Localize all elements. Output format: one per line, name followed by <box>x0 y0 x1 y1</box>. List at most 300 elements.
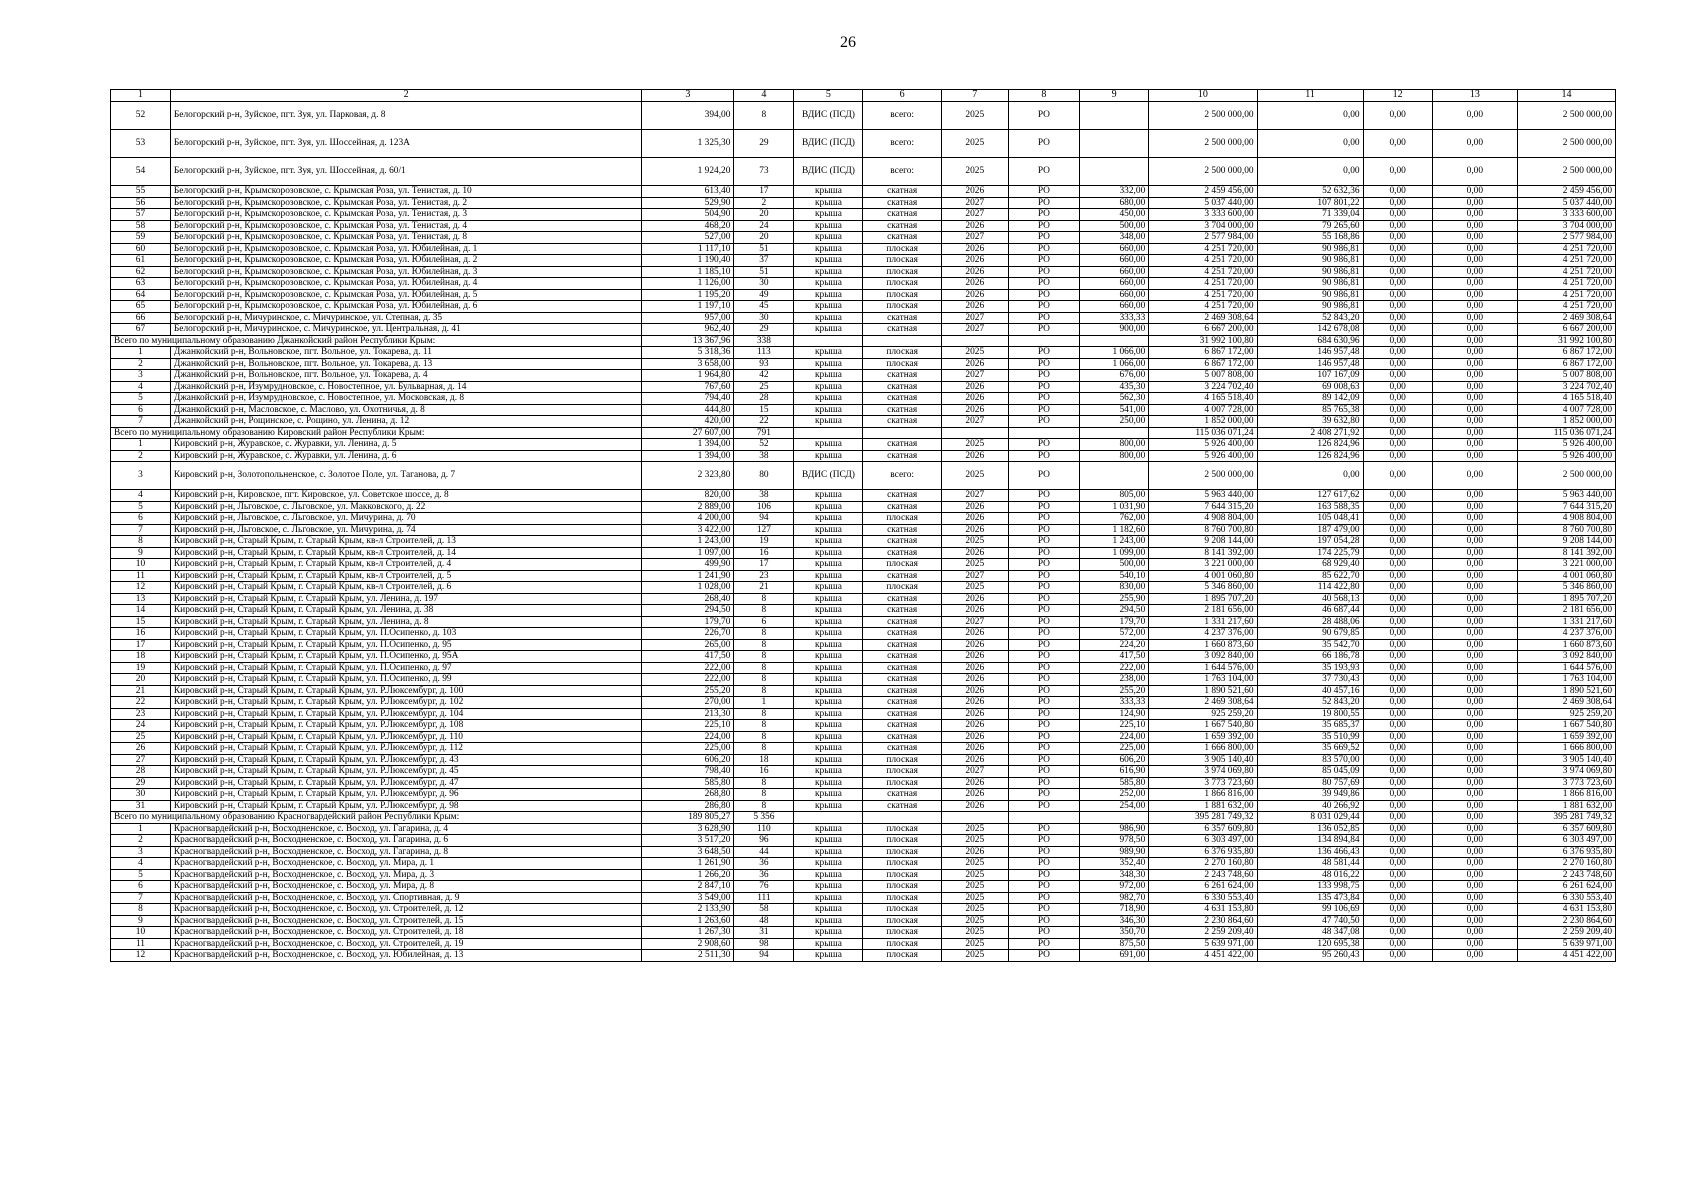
total-volume <box>1080 335 1149 347</box>
cost-final-cell: 2 230 864,60 <box>1517 915 1615 927</box>
row-number-cell: 29 <box>111 777 171 789</box>
volume-cell: 660,00 <box>1080 255 1149 267</box>
roof-type-cell: плоская <box>863 754 941 766</box>
roof-type-cell: скатная <box>863 312 941 324</box>
fund-local-cell: 0,00 <box>1432 743 1517 755</box>
column-number: 9 <box>1080 90 1149 102</box>
fund-local-cell: 0,00 <box>1432 869 1517 881</box>
method-cell: РО <box>1008 938 1079 950</box>
roof-type-cell: скатная <box>863 490 941 502</box>
volume-cell: 572,00 <box>1080 628 1149 640</box>
address-cell: Белогорский р-н, Крымскорозовское, с. Крымская Роза, ул. Тенистая, д. 2 <box>170 197 641 209</box>
fund-regional-cell: 0,00 <box>1363 904 1432 916</box>
year-cell: 2025 <box>941 158 1008 186</box>
total-area: 189 805,27 <box>642 812 734 824</box>
cost-final-cell: 4 908 804,00 <box>1517 513 1615 525</box>
cost-final-cell: 6 303 497,00 <box>1517 835 1615 847</box>
volume-cell: 691,00 <box>1080 950 1149 962</box>
residents-cell: 28 <box>734 393 794 405</box>
address-cell: Красногвардейский р-н, Восходненское, с. Восход, ул. Строителей, д. 19 <box>170 938 641 950</box>
cost-total-cell: 6 330 553,40 <box>1149 892 1257 904</box>
residents-cell: 73 <box>734 158 794 186</box>
cost-total-cell: 3 224 702,40 <box>1149 381 1257 393</box>
cost-per-unit-cell: 89 142,09 <box>1257 393 1363 405</box>
method-cell: РО <box>1008 347 1079 359</box>
roof-type-cell: скатная <box>863 789 941 801</box>
area-cell: 2 323,80 <box>642 462 734 490</box>
year-cell: 2026 <box>941 255 1008 267</box>
work-type-cell: крыша <box>794 800 863 812</box>
roof-type-cell: скатная <box>863 381 941 393</box>
district-total-label: Всего по муниципальному образованию Кировский район Республики Крым: <box>111 427 642 439</box>
method-cell: РО <box>1008 501 1079 513</box>
year-cell: 2025 <box>941 869 1008 881</box>
address-cell: Белогорский р-н, Мичуринское, с. Мичуринское, ул. Степная, д. 35 <box>170 312 641 324</box>
total-cost-per-unit: 2 408 271,92 <box>1257 427 1363 439</box>
address-cell: Кировский р-н, Старый Крым, г. Старый Крым, кв-л Строителей, д. 5 <box>170 570 641 582</box>
fund-regional-cell: 0,00 <box>1363 501 1432 513</box>
method-cell: РО <box>1008 209 1079 221</box>
year-cell: 2026 <box>941 708 1008 720</box>
fund-regional-cell: 0,00 <box>1363 789 1432 801</box>
area-cell: 179,70 <box>642 616 734 628</box>
year-cell: 2027 <box>941 416 1008 428</box>
work-type-cell: крыша <box>794 835 863 847</box>
row-number-cell: 1 <box>111 439 171 451</box>
cost-final-cell: 6 867 172,00 <box>1517 347 1615 359</box>
work-type-cell: крыша <box>794 536 863 548</box>
volume-cell: 124,90 <box>1080 708 1149 720</box>
area-cell: 444,80 <box>642 404 734 416</box>
cost-per-unit-cell: 105 048,41 <box>1257 513 1363 525</box>
roof-type-cell: скатная <box>863 536 941 548</box>
work-type-cell: крыша <box>794 593 863 605</box>
year-cell: 2025 <box>941 823 1008 835</box>
residents-cell: 36 <box>734 869 794 881</box>
fund-regional-cell: 0,00 <box>1363 570 1432 582</box>
roof-type-cell: скатная <box>863 524 941 536</box>
area-cell: 2 908,60 <box>642 938 734 950</box>
residents-cell: 8 <box>734 605 794 617</box>
cost-total-cell: 4 001 060,80 <box>1149 570 1257 582</box>
year-cell: 2025 <box>941 938 1008 950</box>
work-type-cell: крыша <box>794 381 863 393</box>
address-cell: Красногвардейский р-н, Восходненское, с. Восход, ул. Строителей, д. 15 <box>170 915 641 927</box>
total-cost-final: 115 036 071,24 <box>1517 427 1615 439</box>
fund-local-cell: 0,00 <box>1432 220 1517 232</box>
work-type-cell: крыша <box>794 639 863 651</box>
cost-per-unit-cell: 146 957,48 <box>1257 358 1363 370</box>
residents-cell: 110 <box>734 823 794 835</box>
fund-local-cell: 0,00 <box>1432 570 1517 582</box>
method-cell: РО <box>1008 301 1079 313</box>
method-cell: РО <box>1008 950 1079 962</box>
year-cell: 2027 <box>941 490 1008 502</box>
fund-local-cell: 0,00 <box>1432 766 1517 778</box>
method-cell: РО <box>1008 536 1079 548</box>
year-cell: 2027 <box>941 312 1008 324</box>
row-number-cell: 7 <box>111 892 171 904</box>
roof-type-cell: всего: <box>863 130 941 158</box>
fund-regional-cell: 0,00 <box>1363 347 1432 359</box>
cost-total-cell: 5 346 860,00 <box>1149 582 1257 594</box>
roof-type-cell: плоская <box>863 904 941 916</box>
fund-regional-cell: 0,00 <box>1363 708 1432 720</box>
total-year <box>941 812 1008 824</box>
address-cell: Кировский р-н, Старый Крым, г. Старый Крым, ул. Р.Люксембург, д. 47 <box>170 777 641 789</box>
roof-type-cell: скатная <box>863 404 941 416</box>
fund-local-cell: 0,00 <box>1432 731 1517 743</box>
roof-type-cell: плоская <box>863 869 941 881</box>
cost-per-unit-cell: 163 588,35 <box>1257 501 1363 513</box>
cost-total-cell: 8 141 392,00 <box>1149 547 1257 559</box>
year-cell: 2026 <box>941 381 1008 393</box>
method-cell: РО <box>1008 927 1079 939</box>
cost-final-cell: 4 237 376,00 <box>1517 628 1615 640</box>
residents-cell: 113 <box>734 347 794 359</box>
row-number-cell: 67 <box>111 324 171 336</box>
table-row <box>111 823 1616 835</box>
row-number-cell: 16 <box>111 628 171 640</box>
cost-final-cell: 5 037 440,00 <box>1517 197 1615 209</box>
cost-final-cell: 3 905 140,40 <box>1517 754 1615 766</box>
fund-regional-cell: 0,00 <box>1363 651 1432 663</box>
work-type-cell: крыша <box>794 915 863 927</box>
cost-final-cell: 1 890 521,60 <box>1517 685 1615 697</box>
total-area: 27 607,00 <box>642 427 734 439</box>
cost-final-cell: 3 974 069,80 <box>1517 766 1615 778</box>
table-row <box>111 950 1616 962</box>
cost-per-unit-cell: 37 730,43 <box>1257 674 1363 686</box>
cost-total-cell: 2 500 000,00 <box>1149 130 1257 158</box>
fund-regional-cell: 0,00 <box>1363 404 1432 416</box>
address-cell: Джанкойский р-н, Изумрудновское, с. Новостепное, ул. Московская, д. 8 <box>170 393 641 405</box>
area-cell: 1 394,00 <box>642 450 734 462</box>
address-cell: Кировский р-н, Золотопольненское, с. Золотое Поле, ул. Таганова, д. 7 <box>170 462 641 490</box>
address-cell: Белогорский р-н, Крымскорозовское, с. Крымская Роза, ул. Тенистая, д. 3 <box>170 209 641 221</box>
fund-local-cell: 0,00 <box>1432 685 1517 697</box>
volume-cell: 989,90 <box>1080 846 1149 858</box>
table-row <box>111 743 1616 755</box>
total-fund-local: 0,00 <box>1432 427 1517 439</box>
total-fund-regional: 0,00 <box>1363 335 1432 347</box>
cost-total-cell: 2 243 748,60 <box>1149 869 1257 881</box>
fund-regional-cell: 0,00 <box>1363 186 1432 198</box>
residents-cell: 23 <box>734 570 794 582</box>
cost-per-unit-cell: 71 339,04 <box>1257 209 1363 221</box>
cost-total-cell: 5 926 400,00 <box>1149 439 1257 451</box>
row-number-cell: 28 <box>111 766 171 778</box>
fund-local-cell: 0,00 <box>1432 651 1517 663</box>
row-number-cell: 21 <box>111 685 171 697</box>
cost-final-cell: 1 644 576,00 <box>1517 662 1615 674</box>
table-row <box>111 570 1616 582</box>
method-cell: РО <box>1008 915 1079 927</box>
cost-final-cell: 5 007 808,00 <box>1517 370 1615 382</box>
work-type-cell: крыша <box>794 720 863 732</box>
table-row <box>111 324 1616 336</box>
volume-cell: 346,30 <box>1080 915 1149 927</box>
fund-regional-cell: 0,00 <box>1363 158 1432 186</box>
method-cell: РО <box>1008 450 1079 462</box>
cost-final-cell: 6 867 172,00 <box>1517 358 1615 370</box>
volume-cell: 972,00 <box>1080 881 1149 893</box>
year-cell: 2025 <box>941 881 1008 893</box>
cost-final-cell: 6 376 935,80 <box>1517 846 1615 858</box>
address-cell: Кировский р-н, Старый Крым, г. Старый Крым, ул. Р.Люксембург, д. 100 <box>170 685 641 697</box>
district-total-label: Всего по муниципальному образованию Джанкойский район Республики Крым: <box>111 335 642 347</box>
roof-type-cell: скатная <box>863 800 941 812</box>
total-year <box>941 427 1008 439</box>
address-cell: Кировский р-н, Журавское, с. Журавки, ул. Ленина, д. 6 <box>170 450 641 462</box>
year-cell: 2025 <box>941 130 1008 158</box>
cost-total-cell: 3 221 000,00 <box>1149 559 1257 571</box>
volume-cell: 450,00 <box>1080 209 1149 221</box>
volume-cell: 294,50 <box>1080 605 1149 617</box>
work-type-cell: крыша <box>794 209 863 221</box>
address-cell: Красногвардейский р-н, Восходненское, с. Восход, ул. Строителей, д. 18 <box>170 927 641 939</box>
column-number-row <box>111 90 1616 102</box>
area-cell: 606,20 <box>642 754 734 766</box>
address-cell: Белогорский р-н, Крымскорозовское, с. Крымская Роза, ул. Юбилейная, д. 1 <box>170 243 641 255</box>
total-cost-final: 395 281 749,32 <box>1517 812 1615 824</box>
volume-cell: 252,00 <box>1080 789 1149 801</box>
residents-cell: 8 <box>734 777 794 789</box>
cost-per-unit-cell: 126 824,96 <box>1257 450 1363 462</box>
volume-cell: 255,20 <box>1080 685 1149 697</box>
method-cell: РО <box>1008 766 1079 778</box>
cost-per-unit-cell: 133 998,75 <box>1257 881 1363 893</box>
area-cell: 268,80 <box>642 789 734 801</box>
volume-cell: 830,00 <box>1080 582 1149 594</box>
cost-total-cell: 5 639 971,00 <box>1149 938 1257 950</box>
column-number: 11 <box>1257 90 1363 102</box>
address-cell: Кировский р-н, Старый Крым, г. Старый Крым, кв-л Строителей, д. 13 <box>170 536 641 548</box>
fund-regional-cell: 0,00 <box>1363 628 1432 640</box>
fund-regional-cell: 0,00 <box>1363 593 1432 605</box>
roof-type-cell: скатная <box>863 416 941 428</box>
residents-cell: 52 <box>734 439 794 451</box>
table-row <box>111 766 1616 778</box>
fund-regional-cell: 0,00 <box>1363 197 1432 209</box>
address-cell: Белогорский р-н, Крымскорозовское, с. Крымская Роза, ул. Тенистая, д. 4 <box>170 220 641 232</box>
cost-final-cell: 6 261 624,00 <box>1517 881 1615 893</box>
year-cell: 2026 <box>941 547 1008 559</box>
roof-type-cell: скатная <box>863 197 941 209</box>
method-cell: РО <box>1008 490 1079 502</box>
residents-cell: 93 <box>734 358 794 370</box>
address-cell: Кировский р-н, Старый Крым, г. Старый Крым, ул. Р.Люксембург, д. 96 <box>170 789 641 801</box>
table-row <box>111 685 1616 697</box>
area-cell: 1 195,20 <box>642 289 734 301</box>
table-row <box>111 490 1616 502</box>
total-cost-per-unit: 8 031 029,44 <box>1257 812 1363 824</box>
table-row <box>111 651 1616 663</box>
method-cell: РО <box>1008 639 1079 651</box>
area-cell: 957,00 <box>642 312 734 324</box>
row-number-cell: 26 <box>111 743 171 755</box>
roof-type-cell: плоская <box>863 559 941 571</box>
row-number-cell: 10 <box>111 559 171 571</box>
year-cell: 2026 <box>941 846 1008 858</box>
fund-local-cell: 0,00 <box>1432 927 1517 939</box>
cost-total-cell: 1 644 576,00 <box>1149 662 1257 674</box>
cost-total-cell: 8 760 700,80 <box>1149 524 1257 536</box>
address-cell: Кировский р-н, Старый Крым, г. Старый Крым, ул. П.Осипенко, д. 95А <box>170 651 641 663</box>
year-cell: 2026 <box>941 697 1008 709</box>
volume-cell: 222,00 <box>1080 662 1149 674</box>
row-number-cell: 59 <box>111 232 171 244</box>
cost-final-cell: 2 181 656,00 <box>1517 605 1615 617</box>
row-number-cell: 7 <box>111 416 171 428</box>
cost-final-cell: 2 500 000,00 <box>1517 102 1615 130</box>
roof-type-cell: плоская <box>863 278 941 290</box>
method-cell: РО <box>1008 754 1079 766</box>
work-type-cell: крыша <box>794 892 863 904</box>
area-cell: 225,00 <box>642 743 734 755</box>
fund-regional-cell: 0,00 <box>1363 823 1432 835</box>
address-cell: Кировский р-н, Журавское, с. Журавки, ул. Ленина, д. 5 <box>170 439 641 451</box>
table-row <box>111 439 1616 451</box>
cost-total-cell: 925 259,20 <box>1149 708 1257 720</box>
row-number-cell: 31 <box>111 800 171 812</box>
fund-local-cell: 0,00 <box>1432 605 1517 617</box>
table-row <box>111 628 1616 640</box>
method-cell: РО <box>1008 381 1079 393</box>
year-cell: 2025 <box>941 915 1008 927</box>
work-type-cell: крыша <box>794 904 863 916</box>
cost-per-unit-cell: 48 347,08 <box>1257 927 1363 939</box>
row-number-cell: 63 <box>111 278 171 290</box>
cost-per-unit-cell: 68 929,40 <box>1257 559 1363 571</box>
column-number: 3 <box>642 90 734 102</box>
cost-per-unit-cell: 85 622,70 <box>1257 570 1363 582</box>
fund-regional-cell: 0,00 <box>1363 278 1432 290</box>
roof-type-cell: плоская <box>863 777 941 789</box>
area-cell: 2 511,30 <box>642 950 734 962</box>
fund-regional-cell: 0,00 <box>1363 777 1432 789</box>
volume-cell: 435,30 <box>1080 381 1149 393</box>
address-cell: Кировский р-н, Старый Крым, г. Старый Крым, ул. Р.Люксембург, д. 45 <box>170 766 641 778</box>
cost-final-cell: 5 346 860,00 <box>1517 582 1615 594</box>
row-number-cell: 11 <box>111 938 171 950</box>
method-cell: РО <box>1008 731 1079 743</box>
area-cell: 225,10 <box>642 720 734 732</box>
row-number-cell: 2 <box>111 835 171 847</box>
row-number-cell: 61 <box>111 255 171 267</box>
work-type-cell: крыша <box>794 754 863 766</box>
residents-cell: 96 <box>734 835 794 847</box>
area-cell: 224,00 <box>642 731 734 743</box>
area-cell: 1 243,00 <box>642 536 734 548</box>
year-cell: 2026 <box>941 301 1008 313</box>
roof-type-cell: скатная <box>863 605 941 617</box>
column-number: 8 <box>1008 90 1079 102</box>
year-cell: 2026 <box>941 674 1008 686</box>
cost-final-cell: 3 224 702,40 <box>1517 381 1615 393</box>
year-cell: 2027 <box>941 616 1008 628</box>
roof-type-cell: плоская <box>863 347 941 359</box>
area-cell: 3 517,20 <box>642 835 734 847</box>
cost-final-cell: 1 881 632,00 <box>1517 800 1615 812</box>
roof-type-cell: скатная <box>863 593 941 605</box>
cost-total-cell: 5 963 440,00 <box>1149 490 1257 502</box>
cost-total-cell: 2 500 000,00 <box>1149 158 1257 186</box>
roof-type-cell: скатная <box>863 651 941 663</box>
volume-cell: 500,00 <box>1080 220 1149 232</box>
table-row <box>111 697 1616 709</box>
fund-regional-cell: 0,00 <box>1363 243 1432 255</box>
cost-final-cell: 1 895 707,20 <box>1517 593 1615 605</box>
address-cell: Красногвардейский р-н, Восходненское, с. Восход, ул. Мира, д. 3 <box>170 869 641 881</box>
column-number: 2 <box>170 90 641 102</box>
method-cell: РО <box>1008 570 1079 582</box>
residents-cell: 25 <box>734 381 794 393</box>
residents-cell: 18 <box>734 754 794 766</box>
volume-cell: 1 243,00 <box>1080 536 1149 548</box>
fund-local-cell: 0,00 <box>1432 301 1517 313</box>
table-row <box>111 347 1616 359</box>
cost-per-unit-cell: 80 757,69 <box>1257 777 1363 789</box>
roof-type-cell: скатная <box>863 743 941 755</box>
area-cell: 3 648,50 <box>642 846 734 858</box>
work-type-cell: крыша <box>794 416 863 428</box>
total-residents: 791 <box>734 427 794 439</box>
cost-per-unit-cell: 127 617,62 <box>1257 490 1363 502</box>
fund-local-cell: 0,00 <box>1432 404 1517 416</box>
total-cost-total: 115 036 071,24 <box>1149 427 1257 439</box>
cost-per-unit-cell: 55 168,86 <box>1257 232 1363 244</box>
residents-cell: 8 <box>734 639 794 651</box>
address-cell: Красногвардейский р-н, Восходненское, с. Восход, ул. Мира, д. 1 <box>170 858 641 870</box>
fund-local-cell: 0,00 <box>1432 232 1517 244</box>
fund-local-cell: 0,00 <box>1432 158 1517 186</box>
work-type-cell: крыша <box>794 927 863 939</box>
cost-per-unit-cell: 90 679,85 <box>1257 628 1363 640</box>
total-cost-per-unit: 684 630,96 <box>1257 335 1363 347</box>
cost-total-cell: 5 926 400,00 <box>1149 450 1257 462</box>
fund-regional-cell: 0,00 <box>1363 513 1432 525</box>
cost-final-cell: 4 631 153,80 <box>1517 904 1615 916</box>
total-method <box>1008 335 1079 347</box>
row-number-cell: 19 <box>111 662 171 674</box>
row-number-cell: 64 <box>111 289 171 301</box>
work-type-cell: крыша <box>794 450 863 462</box>
address-cell: Кировский р-н, Старый Крым, г. Старый Крым, ул. Ленина, д. 197 <box>170 593 641 605</box>
total-fund-regional: 0,00 <box>1363 427 1432 439</box>
work-type-cell: крыша <box>794 777 863 789</box>
fund-local-cell: 0,00 <box>1432 266 1517 278</box>
row-number-cell: 3 <box>111 462 171 490</box>
fund-local-cell: 0,00 <box>1432 938 1517 950</box>
area-cell: 3 549,00 <box>642 892 734 904</box>
address-cell: Красногвардейский р-н, Восходненское, с. Восход, ул. Гагарина, д. 6 <box>170 835 641 847</box>
row-number-cell: 8 <box>111 904 171 916</box>
year-cell: 2025 <box>941 536 1008 548</box>
cost-total-cell: 4 251 720,00 <box>1149 255 1257 267</box>
method-cell: РО <box>1008 835 1079 847</box>
method-cell: РО <box>1008 616 1079 628</box>
table-row <box>111 255 1616 267</box>
residents-cell: 37 <box>734 255 794 267</box>
volume-cell: 225,00 <box>1080 743 1149 755</box>
area-cell: 585,80 <box>642 777 734 789</box>
table-row <box>111 835 1616 847</box>
method-cell: РО <box>1008 628 1079 640</box>
cost-total-cell: 4 007 728,00 <box>1149 404 1257 416</box>
cost-per-unit-cell: 174 225,79 <box>1257 547 1363 559</box>
cost-per-unit-cell: 135 473,84 <box>1257 892 1363 904</box>
